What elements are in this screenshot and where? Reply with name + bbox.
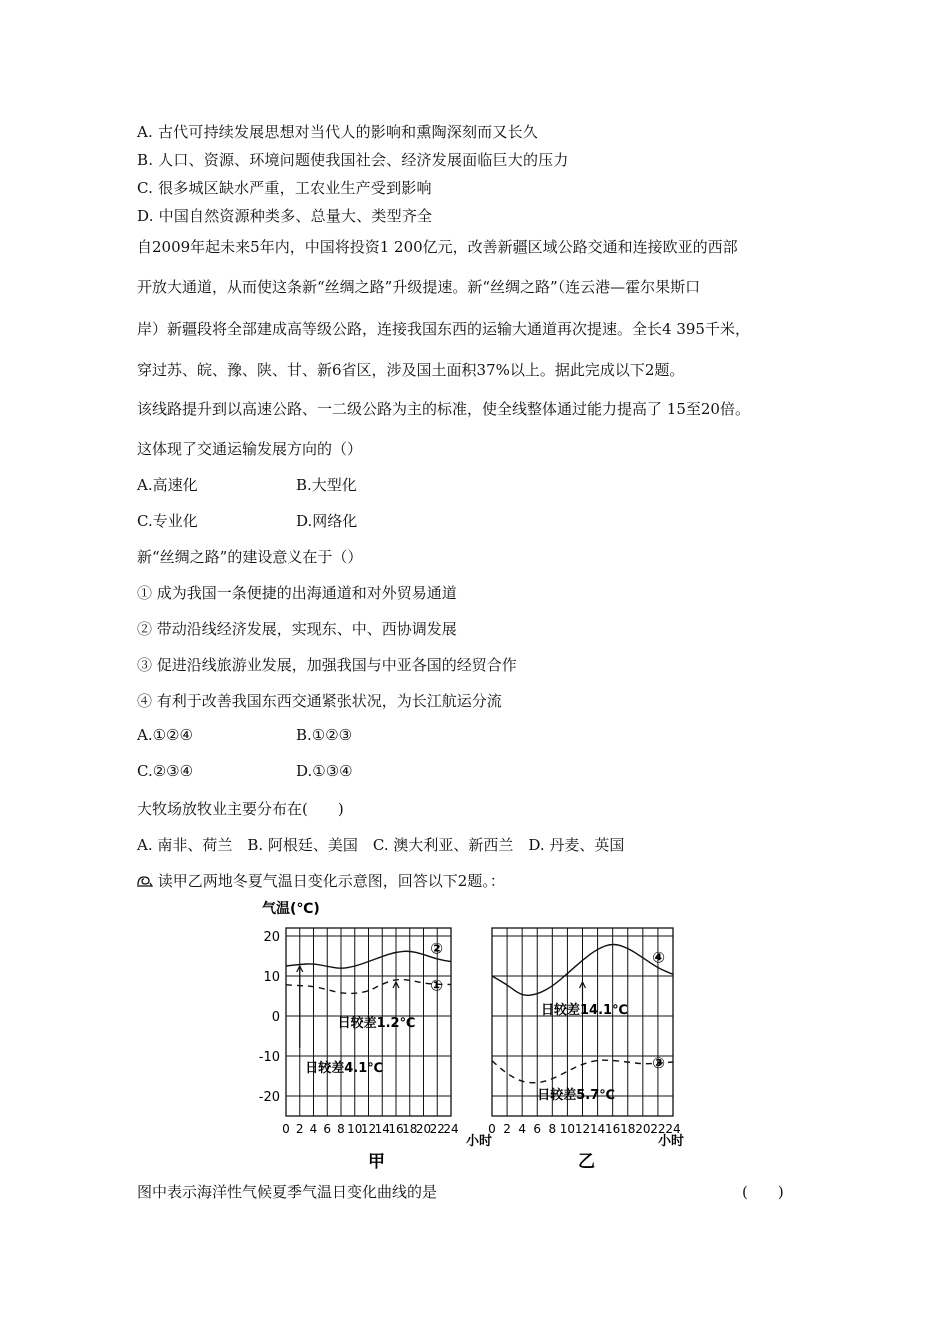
passage-line-1: 自2009年起未来5年内，中国将投资1 200亿元，改善新疆区域公路交通和连接欧亚的西部 <box>137 238 738 256</box>
q1-option-row-2 <box>137 510 358 531</box>
q1-option-a: A.高速化 <box>137 476 198 494</box>
x-unit-left: 小时 <box>466 1134 493 1149</box>
q2-stem: 新“丝绸之路”的建设意义在于（） <box>137 548 363 566</box>
x-tick-label: 22 <box>650 1122 666 1136</box>
q2-statement-1: ① 成为我国一条便捷的出海通道和对外贸易通道 <box>137 584 457 602</box>
q2-statement-4: ④ 有利于改善我国东西交通紧张状况，为长江航运分流 <box>137 692 502 710</box>
x-tick-label: 16 <box>388 1122 404 1136</box>
annotation-left-1: 日较差1.2℃ <box>337 1016 416 1031</box>
curve-label: ③ <box>652 1054 665 1072</box>
q3-stem: 大牧场放牧业主要分布在( ) <box>137 800 344 818</box>
x-tick-label: 14 <box>589 1122 606 1136</box>
x-tick-label: 14 <box>374 1122 390 1136</box>
q1-option-c: C.专业化 <box>137 512 198 530</box>
q2-option-a: A.①②④ <box>137 726 193 744</box>
snail-icon <box>137 872 158 890</box>
y-tick-label: -20 <box>258 1090 280 1105</box>
x-tick-label: 4 <box>518 1122 526 1136</box>
x-tick-label: 2 <box>295 1122 304 1136</box>
q4-intro-row <box>137 870 505 891</box>
annotation-right-1: 日较差14.1℃ <box>541 1003 628 1018</box>
q4-intro: 读甲乙两地冬夏气温日变化示意图，回答以下2题。： <box>157 872 505 890</box>
q2-option-row-1 <box>137 726 353 744</box>
x-tick-label: 8 <box>337 1122 345 1136</box>
x-tick-label: 22 <box>429 1122 445 1136</box>
x-tick-label: 8 <box>548 1122 557 1136</box>
annotation-right-2: 日较差5.7℃ <box>537 1088 616 1103</box>
temperature-chart <box>258 898 698 1173</box>
y-axis-label: 气温(℃) <box>262 901 320 917</box>
q2-option-d: D.①③④ <box>296 762 353 780</box>
passage-line-4: 穿过苏、皖、豫、陕、甘、新6省区，涉及国土面积37%以上。据此完成以下2题。 <box>137 361 685 379</box>
option-c: C. 很多城区缺水严重，工农业生产受到影响 <box>137 179 432 197</box>
x-unit-right: 小时 <box>658 1134 685 1149</box>
x-tick-label: 16 <box>605 1122 621 1136</box>
x-tick-label: 12 <box>360 1122 377 1136</box>
temperature-figure <box>258 898 698 1173</box>
y-tick-label: -10 <box>258 1050 280 1065</box>
x-tick-label: 18 <box>402 1122 418 1136</box>
q4-answer-paren: ( ) <box>742 1183 784 1201</box>
q1-option-b: B.大型化 <box>296 476 357 494</box>
x-tick-label: 20 <box>635 1122 651 1136</box>
q4-stem: 图中表示海洋性气候夏季气温日变化曲线的是 <box>137 1183 438 1201</box>
panel-label-right: 乙 <box>578 1152 595 1172</box>
option-b: B. 人口、资源、环境问题使我国社会、经济发展面临巨大的压力 <box>137 151 569 169</box>
q1-option-row-1 <box>137 474 357 495</box>
passage-line-3: 岸）新疆段将全部建成高等级公路，连接我国东西的运输大通道再次提速。全长4 395千米， <box>137 320 750 338</box>
x-tick-label: 0 <box>282 1122 290 1136</box>
x-tick-label: 2 <box>503 1122 511 1136</box>
x-tick-label: 20 <box>415 1122 432 1136</box>
x-tick-label: 24 <box>443 1122 459 1136</box>
y-tick-label: 20 <box>263 930 280 945</box>
x-tick-label: 6 <box>323 1122 332 1136</box>
x-tick-label: 18 <box>620 1122 636 1136</box>
y-tick-label: 10 <box>263 970 280 985</box>
q2-option-c: C.②③④ <box>137 762 194 780</box>
q1-stem-1: 该线路提升到以高速公路、一二级公路为主的标准，使全线整体通过能力提高了 15至20倍。 <box>137 400 750 418</box>
q1-stem-2: 这体现了交通运输发展方向的（） <box>137 440 363 458</box>
curve-label: ④ <box>652 948 665 967</box>
q2-statement-3: ③ 促进沿线旅游业发展，加强我国与中亚各国的经贸合作 <box>137 656 517 674</box>
q1-option-d: D.网络化 <box>296 512 358 530</box>
q2-statement-2: ② 带动沿线经济发展，实现东、中、西协调发展 <box>137 620 457 638</box>
x-tick-label: 4 <box>309 1122 318 1136</box>
x-tick-label: 12 <box>574 1122 591 1136</box>
x-tick-label: 10 <box>347 1122 363 1136</box>
q2-option-b: B.①②③ <box>296 726 353 744</box>
q2-option-row-2 <box>137 762 353 780</box>
curve-label: ① <box>430 976 443 995</box>
x-tick-label: 24 <box>665 1122 681 1136</box>
x-tick-label: 0 <box>488 1122 496 1136</box>
option-a: A. 古代可持续发展思想对当代人的影响和熏陶深刻而又长久 <box>137 123 538 141</box>
x-tick-label: 6 <box>533 1122 542 1136</box>
q3-options: A. 南非、荷兰 B. 阿根廷、美国 C. 澳大利亚、新西兰 D. 丹麦、英国 <box>137 836 625 854</box>
annotation-left-2: 日较差4.1℃ <box>305 1061 384 1076</box>
option-d: D. 中国自然资源种类多、总量大、类型齐全 <box>137 207 433 225</box>
x-tick-label: 10 <box>559 1122 576 1136</box>
passage-line-2: 开放大通道，从而使这条新“丝绸之路”升级提速。新“丝绸之路”（连云港—霍尔果斯口 <box>137 278 701 296</box>
panel-label-left: 甲 <box>368 1152 385 1172</box>
curve-label: ② <box>430 939 443 958</box>
y-tick-label: 0 <box>271 1010 280 1025</box>
